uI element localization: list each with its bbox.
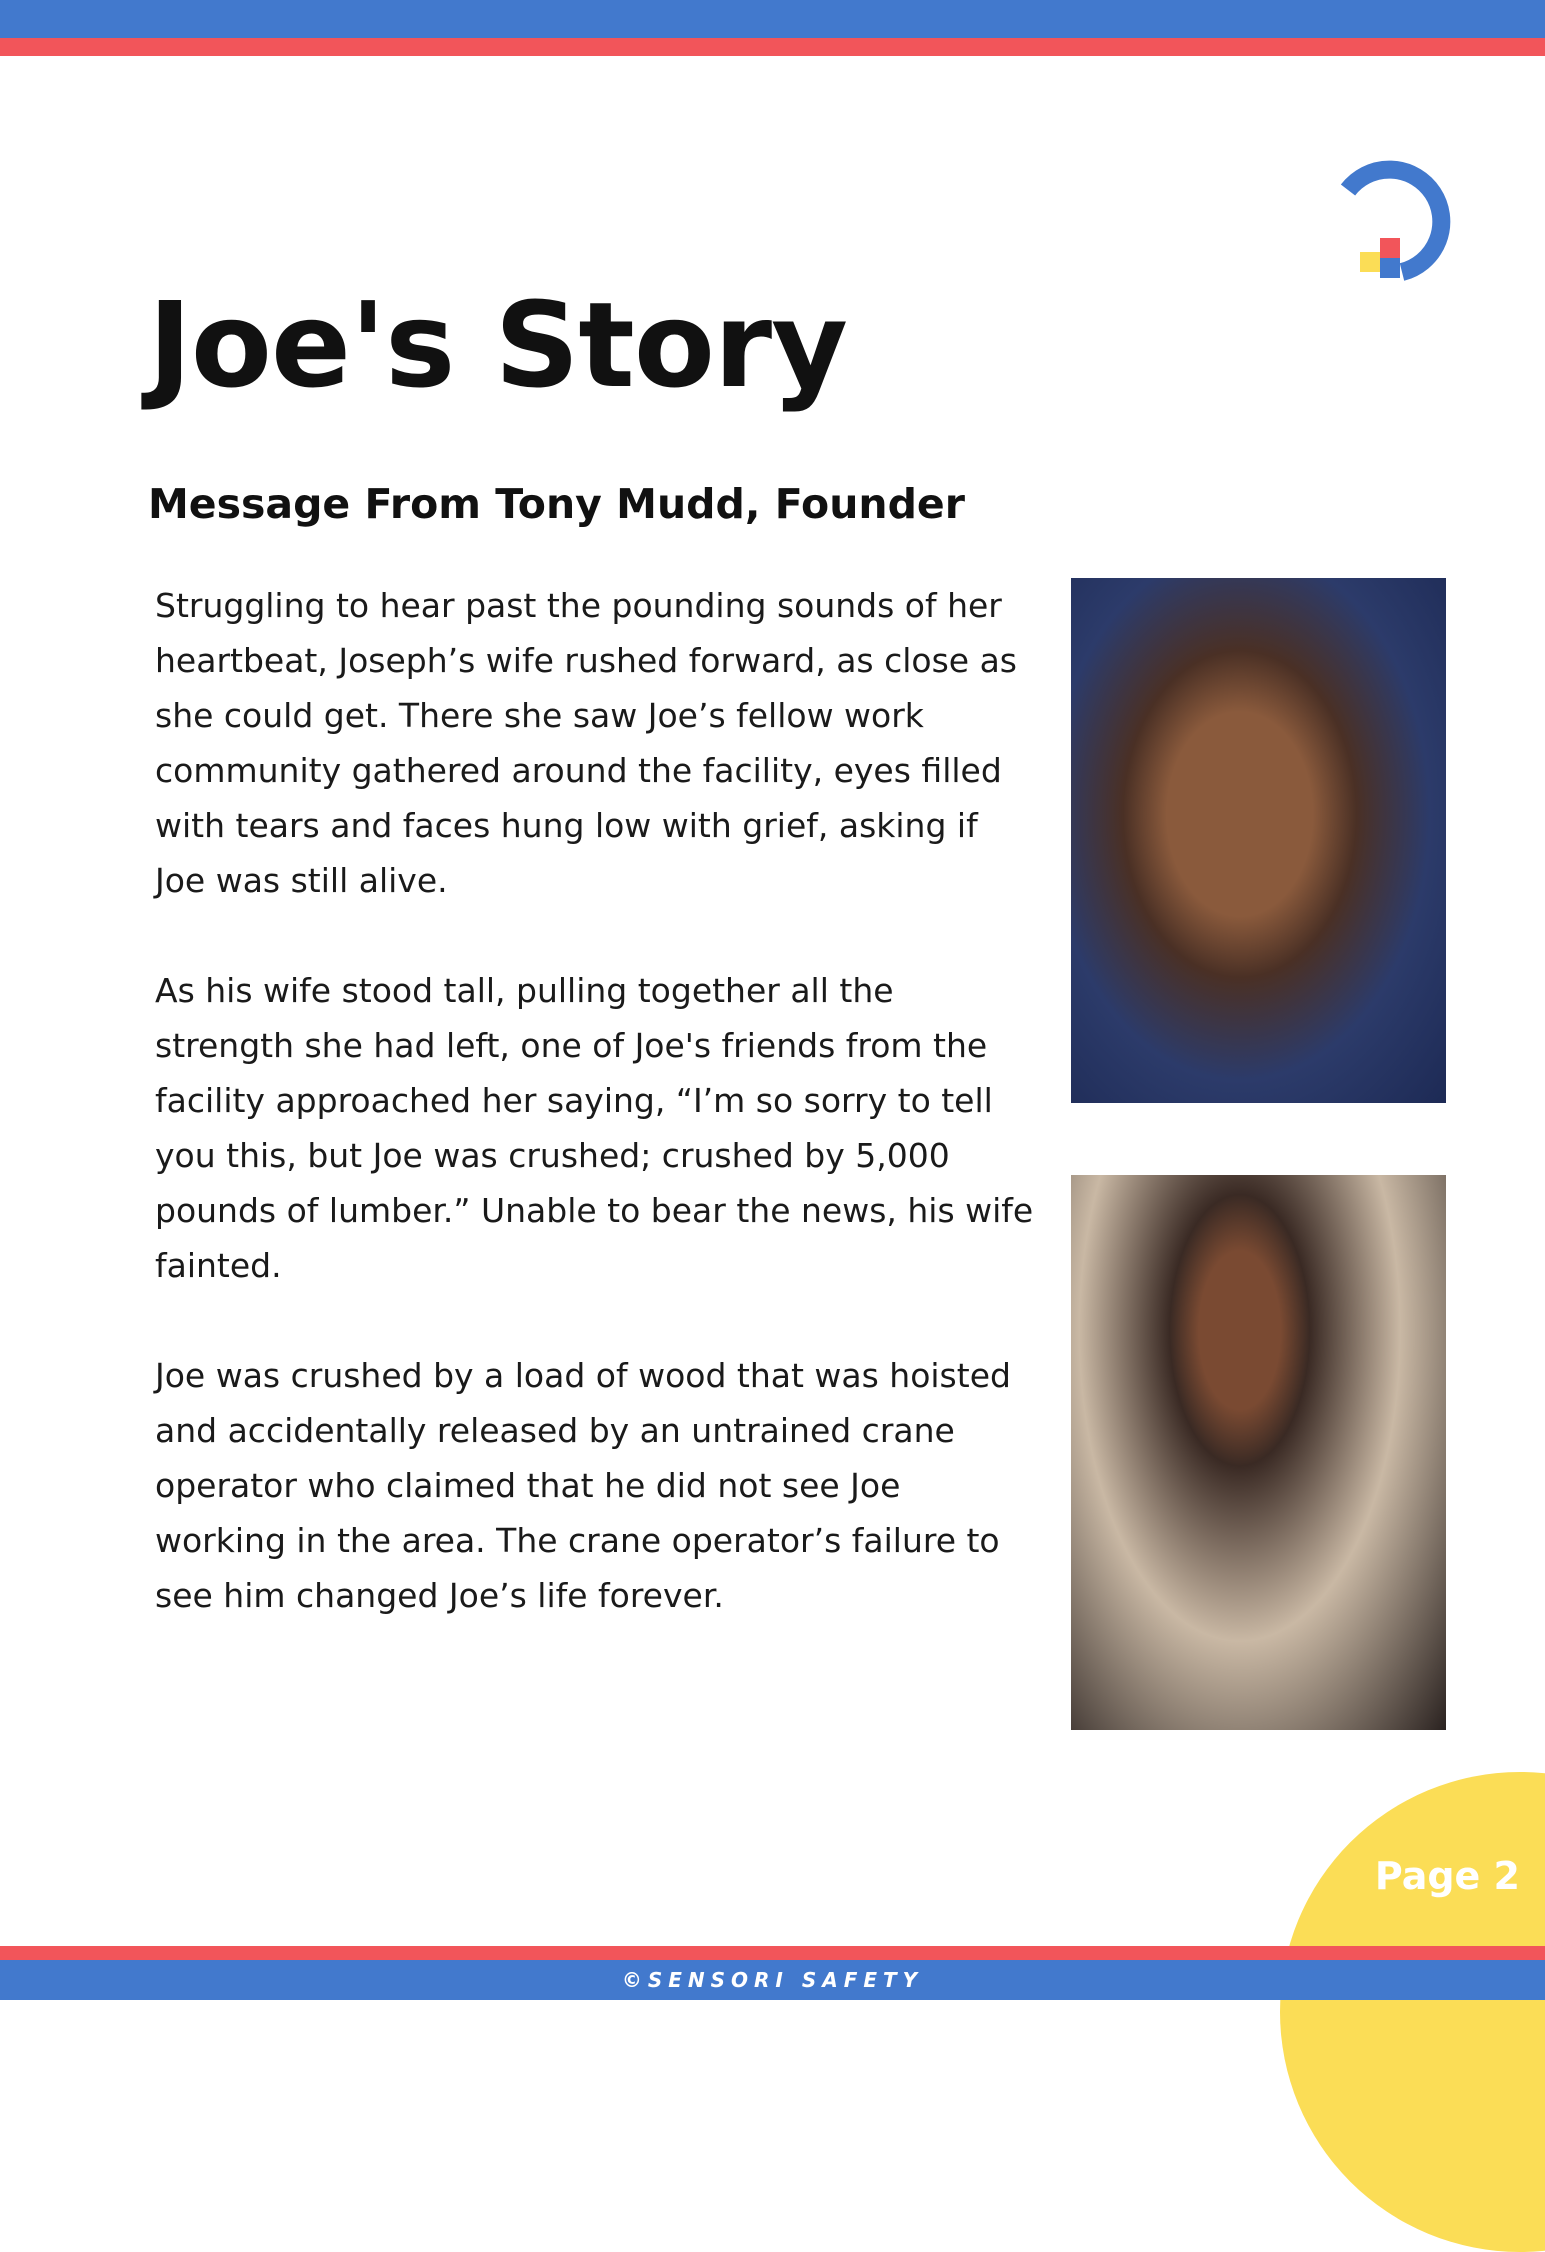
story-paragraph: Struggling to hear past the pounding sounds of her heartbeat, Joseph’s wife rushed forward, as close as she could get. There she saw Joe’s fellow work community gathered around the facility, eyes filled with tears and faces hung low with grief, asking if Joe was still alive. [155,586,1017,900]
bottom-red-band [0,1946,1545,1960]
top-blue-band [0,0,1545,38]
joe-portrait-photo [1071,578,1446,1103]
joe-suit-photo [1071,1175,1446,1730]
top-red-band [0,38,1545,56]
story-paragraph: Joe was crushed by a load of wood that was hoisted and accidentally released by an untrained crane operator who claimed that he did not see Joe working in the area. The crane operator’s failure to see him changed Joe’s life forever. [155,1356,1011,1615]
page-corner-circle [1280,1772,1545,2252]
page-title: Joe's Story [148,276,848,414]
page-number: Page 2 [1374,1854,1520,1898]
footer-copyright: ©SENSORI SAFETY [621,1968,924,1992]
sensori-logo-icon [1320,150,1470,300]
page-subtitle: Message From Tony Mudd, Founder [148,480,965,528]
story-paragraph: As his wife stood tall, pulling together all the strength she had left, one of Joe's friends from the facility approached her saying, “I’m so sorry to tell you this, but Joe was crushed; crushed by 5,000 pounds of lumber.” Unable to bear the news, his wife fainted. [155,971,1034,1285]
story-body [155,578,1035,1678]
